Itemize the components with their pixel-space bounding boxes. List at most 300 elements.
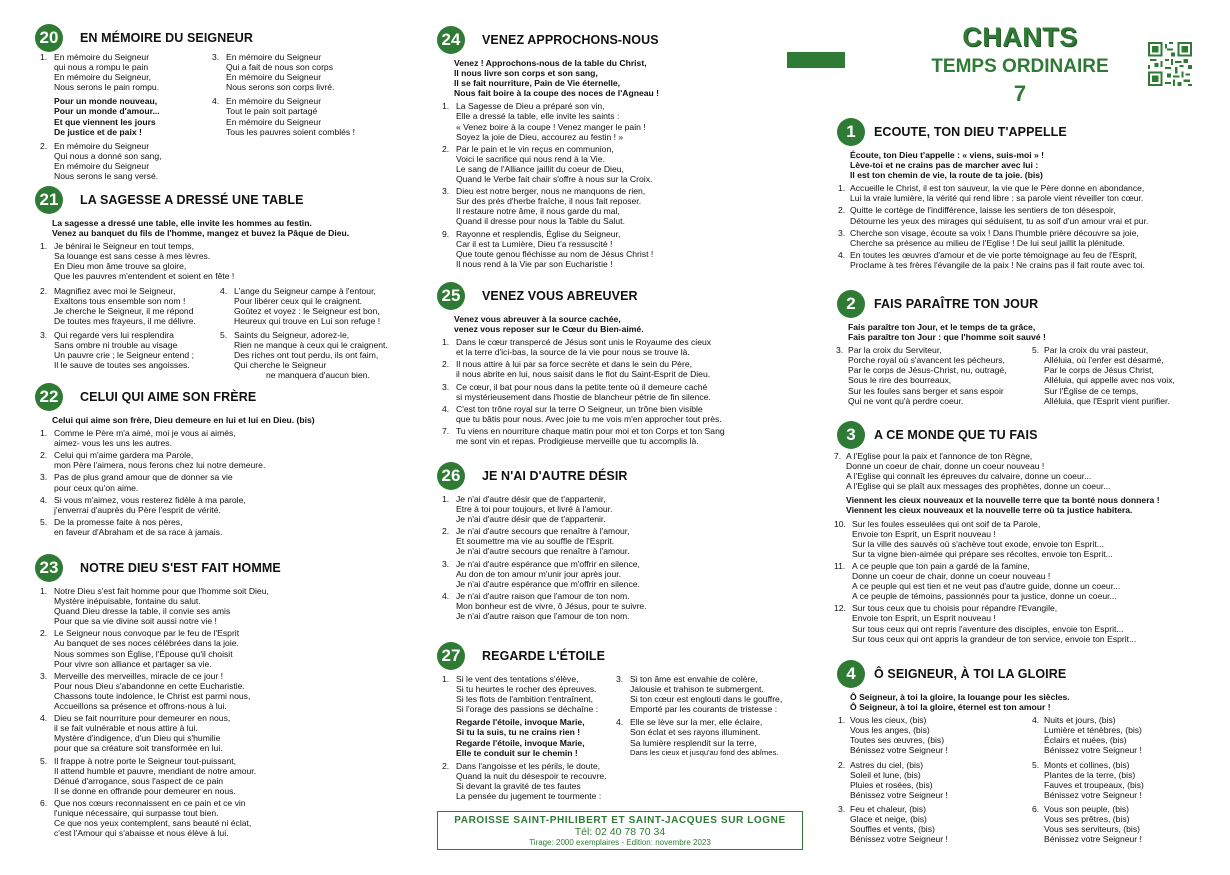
verse-line: Il nous attire à lui par sa force secrète et dans le sein du Père, bbox=[456, 359, 692, 370]
verse-line: Celui qui m'aime gardera ma Parole, bbox=[54, 450, 194, 461]
verse-line: Nous serons le pain rompu. bbox=[54, 82, 160, 93]
song-number-badge: 1 bbox=[837, 118, 865, 146]
verse-line: De la promesse faite à nos pères, bbox=[54, 516, 183, 527]
verse-line: Que toute genou fléchisse au nom de Jésus Christ ! bbox=[456, 248, 654, 259]
verse-line: Au don de ton amour m'unir jour après jour. bbox=[456, 568, 622, 579]
verse-line: si mystérieusement dans l'hostie de blancheur pétrie de fin silence. bbox=[456, 391, 711, 402]
verse-line: Alléluia, qui appelle avec nos voix, bbox=[1044, 375, 1175, 386]
verse bbox=[432, 359, 822, 379]
verse-line: Qui ne vont qu'à perdre coeur. bbox=[848, 395, 964, 406]
verse-line: Elle a dressé la table, elle invite les saints : bbox=[456, 111, 620, 122]
song-title: EN MÉMOIRE DU SEIGNEUR bbox=[80, 31, 254, 45]
verse-line: Que les pauvres m'entendent et soient en fête ! bbox=[54, 271, 235, 282]
verse-number: 3. bbox=[40, 329, 48, 340]
verse-line: Porche royal où s'avancent les pécheurs, bbox=[848, 355, 1005, 366]
verse-number: 3. bbox=[616, 674, 624, 684]
verse-line: Bénissez votre Seigneur ! bbox=[850, 789, 948, 800]
refrain-line: La sagesse a dressé une table, elle invite les hommes au festin. bbox=[52, 218, 312, 228]
verse-line: Je n'ai d'autre raison que l'amour de ton nom. bbox=[456, 590, 630, 601]
verse-line: Soyez la joie de Dieu, accourez au festin ! » bbox=[456, 131, 624, 142]
print-info: Tirage: 2000 exemplaires - Edition: novembre 2023 bbox=[529, 838, 711, 847]
verse-line: Sa lumière resplendit sur la terre, bbox=[630, 737, 757, 748]
verse-number: 7. bbox=[442, 425, 450, 436]
refrain-line: Et que viennent les jours bbox=[54, 116, 156, 127]
verse-line: c'est l'Amour qui s'abaisse et nous élève à lui. bbox=[54, 828, 229, 839]
verse-line: Sur les foules sans berger et sans espoir bbox=[848, 385, 1004, 396]
verse-number: 2. bbox=[442, 143, 450, 154]
song-number-badge: 21 bbox=[35, 186, 63, 214]
verse-number: 5. bbox=[40, 755, 48, 766]
refrain-line: Si tu la suis, tu ne crains rien ! bbox=[456, 727, 581, 738]
verse bbox=[832, 760, 1022, 800]
song-header bbox=[832, 290, 1214, 320]
verse-line: Elle se lève sur la mer, elle éclaire, bbox=[630, 717, 763, 728]
verse-line: me sont vin et repas. Prodigieuse merveille que tu accomplis là. bbox=[456, 436, 699, 447]
verses-block bbox=[30, 586, 418, 838]
song-4 bbox=[832, 660, 1214, 850]
song-1 bbox=[832, 118, 1214, 272]
verse-line: Jalousie et trahison te submergent. bbox=[630, 684, 764, 695]
verse-line: Vous ses prêtres, (bis) bbox=[1044, 814, 1130, 825]
verse-line: Ce cœur, il bat pour nous dans la petite tente où il demeure caché bbox=[456, 381, 708, 392]
verse-line: Sur tous ceux qui ont repris l'aventure des disciples, envoie ton Esprit... bbox=[852, 623, 1124, 634]
song-header bbox=[432, 282, 822, 312]
verse bbox=[30, 428, 418, 448]
verse-line: Sans ombre ni trouble au visage bbox=[54, 340, 178, 351]
verse-line: Goûtez et voyez : le Seigneur est bon, bbox=[234, 305, 380, 316]
song-24 bbox=[432, 26, 822, 271]
verse-line: Astres du ciel, (bis) bbox=[850, 759, 924, 770]
verse-line: Cherche son visage, écoute sa voix ! Dans l'humble prière découvre sa joie, bbox=[850, 227, 1139, 238]
verse-line: La pensée du jugement te tourmente : bbox=[456, 791, 602, 802]
song-26 bbox=[432, 462, 822, 623]
verse bbox=[30, 586, 418, 626]
verse-line: Pour vivre son alliance et partager sa vie. bbox=[54, 658, 212, 669]
verse-line: Un pauvre crie ; le Seigneur entend ; bbox=[54, 350, 194, 361]
song-title: CELUI QUI AIME SON FRÈRE bbox=[80, 390, 257, 404]
verse-number: 1. bbox=[40, 52, 48, 62]
verse-line: Car il est ta Lumière, Dieu t'a ressuscité ! bbox=[456, 238, 613, 249]
verse-line: Bénissez votre Seigneur ! bbox=[1044, 834, 1142, 845]
verse-line: Et soumettre ma vie au souffle de l'Esprit. bbox=[456, 536, 615, 547]
page-subtitle: TEMPS ORDINAIRE bbox=[931, 56, 1109, 77]
verse-line: Sur la ville des sauvés où s'achève tout exode, envoie ton Esprit... bbox=[852, 538, 1104, 549]
verse bbox=[432, 186, 822, 226]
song-23 bbox=[30, 554, 418, 840]
song-number-badge: 4 bbox=[837, 660, 865, 688]
verse-line: Sur les foules esseulées qui ont soif de ta Parole, bbox=[852, 518, 1041, 529]
verse-number: 5. bbox=[1032, 759, 1040, 770]
verse-line: Feu et chaleur, (bis) bbox=[850, 803, 926, 814]
verse-line: De toutes mes frayeurs, il me délivre. bbox=[54, 315, 196, 326]
verse-line: En mémoire du Seigneur bbox=[54, 52, 150, 62]
verse bbox=[1026, 760, 1214, 800]
verse-line: Je n'ai d'autre désir que de t'appartenir, bbox=[456, 494, 606, 504]
verse-line: Glace et neige, (bis) bbox=[850, 814, 927, 825]
verse-line: Je bénirai le Seigneur en tout temps, bbox=[54, 241, 194, 252]
verse-line: Tous les pauvres soient comblés ! bbox=[226, 126, 355, 137]
verse-line: Son éclat et ses rayons illuminent. bbox=[630, 727, 761, 738]
verse bbox=[30, 671, 418, 711]
song-title: JE N'AI D'AUTRE DÉSIR bbox=[482, 469, 628, 483]
parish-name: PAROISSE SAINT-PHILIBERT ET SAINT-JACQUES SUR LOGNE bbox=[454, 815, 786, 826]
verse-line: Saints du Seigneur, adorez-le, bbox=[234, 329, 350, 340]
verse-line: Si ton cœur est englouti dans le gouffre, bbox=[630, 694, 783, 705]
verse-number: 1. bbox=[838, 183, 846, 194]
verse-line: Par la croix du vrai pasteur, bbox=[1044, 345, 1149, 356]
verse-line: Si l'orage des passions se déchaîne : bbox=[456, 704, 599, 715]
verse-line: Etre à toi pour toujours, et livré à l'amour. bbox=[456, 504, 613, 515]
parish-phone: Tél: 02 40 78 70 34 bbox=[574, 826, 666, 838]
refrain bbox=[432, 314, 822, 334]
verses-block bbox=[832, 715, 1214, 850]
song-header bbox=[30, 383, 418, 413]
song-22 bbox=[30, 383, 418, 539]
verse-line: En mémoire du Seigneur bbox=[226, 52, 322, 62]
verse-line: il se fait vulnérable et nous attire à lui. bbox=[54, 723, 198, 734]
verse bbox=[30, 141, 210, 181]
refrain-line: Pour un monde nouveau, bbox=[54, 96, 158, 107]
verse-line: Éclairs et nuées, (bis) bbox=[1044, 735, 1127, 746]
verse-line: A l'Eglise pour la paix et l'annonce de ton Règne, bbox=[846, 451, 1033, 461]
verse-number: 2. bbox=[40, 140, 48, 151]
verse-line: j'enverrai d'auprès du Père l'esprit de vérité. bbox=[54, 504, 221, 515]
song-number-badge: 25 bbox=[437, 282, 465, 310]
verses-block bbox=[432, 674, 822, 809]
refrain bbox=[832, 322, 1214, 342]
verse bbox=[832, 183, 1214, 203]
refrain bbox=[832, 150, 1214, 180]
verse-line: Nous serons le sang versé. bbox=[54, 171, 159, 182]
verse-line: Que nos cœurs reconnaissent en ce pain et ce vin bbox=[54, 797, 246, 808]
verse-number: 3. bbox=[442, 186, 450, 197]
verse-number: 5. bbox=[40, 516, 48, 527]
verse-line: Sur tous ceux qui ont appris la grandeur de ton service, envoie ton Esprit... bbox=[852, 633, 1137, 644]
song-2 bbox=[832, 290, 1214, 409]
refrain-line: Celui qui aime son frère, Dieu demeure en lui et lui en Dieu. (bis) bbox=[52, 415, 315, 425]
verse-line: Mon bonheur est de vivre, ô Jésus, pour te suivre. bbox=[456, 600, 647, 611]
verse-line: Monts et collines, (bis) bbox=[1044, 759, 1130, 770]
refrain bbox=[30, 96, 210, 136]
verse-number: 3. bbox=[838, 803, 846, 814]
verses-block bbox=[30, 428, 418, 537]
verse-line: Accueille le Christ, il est ton sauveur, la vie que le Père donne en abondance, bbox=[850, 183, 1145, 194]
verse-line: Voici le sacrifice qui nous rend à la Vie. bbox=[456, 153, 605, 164]
verse bbox=[832, 603, 1214, 643]
verse-line: Par le pain et le vin reçus en communion, bbox=[456, 143, 614, 154]
verse-line: Bénissez votre Seigneur ! bbox=[850, 745, 948, 756]
verse-line: qui nous a rompu le pain bbox=[54, 62, 149, 73]
refrain-line: Viennent les cieux nouveaux et la nouvelle terre que ta bonté nous donnera ! bbox=[846, 495, 1160, 506]
song-title: VENEZ APPROCHONS-NOUS bbox=[482, 33, 659, 47]
verse-line: Donne un coeur de chair, donne un coeur nouveau ! bbox=[846, 461, 1045, 472]
verse-line: Dénué d'arrogance, sous l'aspect de ce pain bbox=[54, 775, 224, 786]
verse-line: Lumière et ténèbres, (bis) bbox=[1044, 725, 1142, 736]
verse-line: En mémoire du Seigneur bbox=[226, 72, 322, 83]
verse-number: 10. bbox=[834, 518, 846, 529]
verse-line: Sur tous ceux que tu choisis pour répandre l'Evangile, bbox=[852, 603, 1058, 614]
verse-line: ne manquera d'aucun bien. bbox=[266, 370, 370, 381]
verse-number: 2. bbox=[40, 285, 48, 296]
verse-line: Au banquet de ses noces célébrées dans la joie. bbox=[54, 638, 239, 649]
verse-number: 2. bbox=[442, 760, 450, 771]
song-number-badge: 23 bbox=[35, 554, 63, 582]
verse-number: 2. bbox=[442, 359, 450, 370]
verse bbox=[1026, 715, 1214, 755]
column-right bbox=[832, 0, 1214, 875]
song-20 bbox=[30, 24, 418, 182]
verse bbox=[432, 382, 822, 402]
verse bbox=[30, 286, 210, 326]
verse bbox=[432, 591, 822, 621]
verse-number: 4. bbox=[838, 249, 846, 260]
verse-number: 4. bbox=[1032, 715, 1040, 726]
verse-number: 3. bbox=[442, 381, 450, 392]
verse-number: 5. bbox=[220, 329, 228, 340]
verse-line: Je n'ai d'autre désir que de t'appartenir. bbox=[456, 514, 606, 525]
song-number-badge: 20 bbox=[35, 24, 63, 52]
refrain-line: Fais paraître ton Jour, et le temps de ta grâce, bbox=[848, 322, 1036, 332]
verse-line: A l'Eglise qui se plaît aux messages des prophètes, donne un coeur... bbox=[846, 481, 1111, 492]
song-number-badge: 3 bbox=[837, 421, 865, 449]
verse bbox=[606, 674, 820, 714]
verse-line: Pas de plus grand amour que de donner sa vie bbox=[54, 472, 233, 483]
column-middle bbox=[432, 0, 822, 875]
verse-line: Nous sommes son Église, l'Épouse qu'il choisit bbox=[54, 648, 233, 659]
verses-block bbox=[432, 337, 822, 446]
refrain-line: Regarde l'étoile, invoque Marie, bbox=[456, 717, 585, 728]
refrain-line: Nous fait boire à la coupe des noces de l'Agneau ! bbox=[454, 88, 659, 99]
verse-number: 2. bbox=[40, 628, 48, 639]
refrain-line: Regarde l'étoile, invoque Marie, bbox=[456, 737, 585, 748]
verse-line: Quand le Verbe fait chair s'offre à nous sur la Croix. bbox=[456, 174, 653, 185]
song-number-badge: 22 bbox=[35, 383, 63, 411]
verse-line: Exaltons tous ensemble son nom ! bbox=[54, 295, 186, 306]
verse-line: Je n'ai d'autre secours que renaître à l'amour. bbox=[456, 546, 630, 557]
verse-number: 9. bbox=[442, 228, 450, 239]
verse bbox=[832, 519, 1214, 559]
refrain-line: Venez ! Approchons-nous de la table du Christ, bbox=[454, 58, 647, 68]
verse-number: 6. bbox=[40, 797, 48, 808]
verse-line: En mémoire du Seigneur bbox=[226, 116, 322, 127]
verse-line: Pour que sa vie divine soit aussi notre vie ! bbox=[54, 616, 217, 627]
refrain-line: Il se fait nourriture, Pain de Vie éternelle, bbox=[454, 78, 621, 89]
refrain-line: Viennent les cieux nouveaux et la nouvelle terre où ta justice habitera. bbox=[846, 505, 1133, 516]
verses-block bbox=[432, 494, 822, 621]
refrain-line: Ô Seigneur, à toi la gloire, la louange pour les siècles. bbox=[850, 692, 1070, 702]
song-27 bbox=[432, 642, 822, 809]
song-header bbox=[832, 660, 1214, 690]
verse-line: Quand il dresse pour nous la Table du Salut. bbox=[456, 216, 625, 227]
refrain bbox=[832, 692, 1214, 712]
verse-number: 1. bbox=[40, 241, 48, 252]
verse-line: Vous son peuple, (bis) bbox=[1044, 803, 1130, 814]
verse-line: Bénissez votre Seigneur ! bbox=[850, 834, 948, 845]
verse-number: 1. bbox=[442, 337, 450, 348]
verse-line: Sur l'Église de ce temps, bbox=[1044, 385, 1139, 396]
verse-line: Vous les anges, (bis) bbox=[850, 725, 930, 736]
refrain-line: Elle te conduit sur le chemin ! bbox=[456, 747, 578, 758]
song-header bbox=[832, 421, 1214, 451]
verse-number: 4. bbox=[220, 285, 228, 296]
verse-line: Dieu se fait nourriture pour demeurer en nous, bbox=[54, 713, 231, 724]
verse-line: Si vous m'aimez, vous resterez fidèle à ma parole, bbox=[54, 494, 246, 505]
verse-line: Bénissez votre Seigneur ! bbox=[1044, 745, 1142, 756]
verse-line: Si ton âme est envahie de colère, bbox=[630, 674, 758, 684]
verse bbox=[202, 96, 412, 136]
verse bbox=[432, 674, 617, 714]
verse-number: 12. bbox=[834, 603, 846, 614]
verse-line: Si le vent des tentations s'élève, bbox=[456, 674, 579, 684]
refrain bbox=[30, 415, 418, 425]
verse-line: Soleil et lune, (bis) bbox=[850, 769, 921, 780]
verse bbox=[432, 426, 822, 446]
song-title: Ô SEIGNEUR, À TOI LA GLOIRE bbox=[874, 667, 1067, 681]
verse-line: Qui nous a donné son sang, bbox=[54, 150, 162, 161]
verse-number: 4. bbox=[40, 494, 48, 505]
verses-block bbox=[432, 101, 822, 269]
verse-number: 4. bbox=[616, 717, 624, 728]
verse-line: A ce peuple que ton pain a gardé de la famine, bbox=[852, 560, 1030, 571]
song-title: LA SAGESSE A DRESSÉ UNE TABLE bbox=[80, 193, 304, 207]
verse-line: Mystère d'indigence, d'un Dieu qui s'humilie bbox=[54, 733, 221, 744]
verse bbox=[432, 404, 822, 424]
song-25 bbox=[432, 282, 822, 448]
verse-line: Je n'ai d'autre raison que l'amour de ton nom. bbox=[456, 611, 630, 622]
verse-line: Alléluia, que l'Esprit vient purifier. bbox=[1044, 395, 1170, 406]
verse-line: Fauves et troupeaux, (bis) bbox=[1044, 779, 1144, 790]
verse-line: Je n'ai d'autre espérance que m'offrir en silence, bbox=[456, 558, 640, 569]
verse bbox=[30, 713, 418, 753]
verse-line: Il le sauve de toutes ses angoisses. bbox=[54, 360, 190, 371]
song-number-badge: 27 bbox=[437, 642, 465, 670]
verse bbox=[30, 52, 210, 92]
verse bbox=[432, 526, 822, 556]
verse-number: 2. bbox=[442, 526, 450, 537]
verse-line: Dans les cieux et jusqu'au fond des abîmes. bbox=[630, 747, 779, 757]
verse-line: Par la croix du Serviteur, bbox=[848, 345, 942, 356]
verse-number: 3. bbox=[836, 345, 844, 356]
verse bbox=[432, 144, 822, 184]
verse-line: C'est ton trône royal sur la terre O Seigneur, un trône bien visible bbox=[456, 403, 703, 414]
song-header bbox=[432, 26, 822, 56]
verse bbox=[30, 330, 210, 370]
verse bbox=[432, 494, 822, 524]
verse-line: Chassons toute indolence, le Christ est parmi nous, bbox=[54, 690, 251, 701]
verse-line: Comme le Père m'a aimé, moi je vous ai aimés, bbox=[54, 428, 236, 439]
song-header bbox=[30, 186, 418, 216]
refrain bbox=[832, 495, 1214, 515]
verse-line: Si devant la gravité de tes fautes bbox=[456, 780, 581, 791]
song-number-badge: 26 bbox=[437, 462, 465, 490]
verse-line: Plantes de la terre, (bis) bbox=[1044, 769, 1136, 780]
verse-line: La Sagesse de Dieu a préparé son vin, bbox=[456, 101, 605, 112]
verse bbox=[832, 345, 1027, 406]
verse-line: Nous serons son corps livré. bbox=[226, 82, 335, 93]
verse bbox=[832, 804, 1022, 844]
page-title: CHANTS bbox=[962, 22, 1078, 52]
verse-line: Pluies et rosées, (bis) bbox=[850, 779, 933, 790]
verse-line: Dans le cœur transpercé de Jésus sont unis le Royaume des cieux bbox=[456, 337, 712, 348]
verse-number: 6. bbox=[1032, 803, 1040, 814]
verse-line: Qui regarde vers lui resplendira bbox=[54, 329, 174, 340]
verse-line: En mémoire du Seigneur, bbox=[54, 72, 151, 83]
verse bbox=[30, 798, 418, 838]
verse-line: Cherche sa présence au milieu de l'Eglise ! De lui seul jaillit la plénitude. bbox=[850, 237, 1125, 248]
verse-number: 3. bbox=[40, 472, 48, 483]
verse bbox=[832, 715, 1022, 755]
verse bbox=[30, 628, 418, 668]
verse-number: 3. bbox=[212, 52, 220, 62]
verse-line: « Venez boire à la coupe ! Venez manger le pain ! bbox=[456, 121, 646, 132]
verse-number: 3. bbox=[442, 558, 450, 569]
verse-line: En mémoire du Seigneur bbox=[226, 96, 322, 107]
verse-line: Heureux qui trouve en Lui son refuge ! bbox=[234, 315, 381, 326]
verse-number: 3. bbox=[40, 670, 48, 681]
verse-line: A ce peuple qui est tien et ne veut pas d'autre guide, donne un coeur... bbox=[852, 581, 1121, 592]
verse bbox=[832, 250, 1214, 270]
verse-line: Toutes ses œuvres, (bis) bbox=[850, 735, 945, 746]
verse bbox=[202, 52, 412, 92]
verse bbox=[1026, 804, 1214, 844]
sheet-number: 7 bbox=[1013, 81, 1027, 106]
verse-line: En mémoire du Seigneur bbox=[54, 160, 150, 171]
verse bbox=[432, 229, 822, 269]
verses-block bbox=[832, 451, 1214, 644]
verse-line: Emporté par les courants de tristesse : bbox=[630, 704, 778, 715]
verse-line: L'ange du Seigneur campe à l'entour, bbox=[234, 285, 376, 296]
song-header bbox=[30, 24, 418, 54]
verse-line: A ce peuple de témoins, passionnés pour ta justice, donne un coeur... bbox=[852, 591, 1117, 602]
verse-number: 2. bbox=[838, 205, 846, 216]
refrain-line: venez vous reposer sur le Cœur du Bien-aimé. bbox=[454, 324, 644, 335]
verse-line: En Dieu mon âme trouve sa gloire, bbox=[54, 261, 187, 272]
verse-line: Je cherche le Seigneur, il me répond bbox=[54, 305, 194, 316]
verse bbox=[210, 330, 415, 380]
verse-line: Quitte le cortège de l'indifférence, laisse les sentiers de ton désespoir, bbox=[850, 205, 1116, 216]
refrain-line: Lève-toi et ne crains pas de marcher avec lui : bbox=[850, 160, 1039, 171]
verse-line: Envoie ton Esprit, un Esprit nouveau ! bbox=[852, 528, 996, 539]
song-21 bbox=[30, 186, 418, 382]
verse-number: 4. bbox=[442, 590, 450, 601]
verse-number: 11. bbox=[834, 560, 846, 571]
verse-line: Je n'ai d'autre secours que renaître à l'amour, bbox=[456, 526, 630, 537]
verse-number: 4. bbox=[442, 403, 450, 414]
verse-line: et la terre d'ici-bas, la source de la vie pour nous se trouve là. bbox=[456, 347, 690, 358]
verse-line: Rayonne et resplendis, Église du Seigneur, bbox=[456, 228, 621, 239]
refrain-line: Il nous livre son corps et son sang, bbox=[454, 68, 598, 79]
verse bbox=[432, 559, 822, 589]
verse-line: Merveille des merveilles, miracle de ce jour ! bbox=[54, 670, 224, 681]
verse-line: Détourne les yeux des mirages qui séduisent, tu as soif d'un amour vrai et pur. bbox=[850, 215, 1149, 226]
refrain-line: Écoute, ton Dieu t'appelle : « viens, suis-moi » ! bbox=[850, 150, 1045, 160]
verse-number: 5. bbox=[1032, 345, 1040, 356]
song-number-badge: 2 bbox=[837, 290, 865, 318]
verse-line: Tout le pain soit partagé bbox=[226, 106, 318, 117]
verse-line: Mystère inépuisable, fontaine du salut. bbox=[54, 596, 201, 607]
verse-line: Accueillons sa présence et offrons-nous à lui. bbox=[54, 701, 227, 712]
verse-line: Il nous rend à la Vie par son Eucharistie ! bbox=[456, 258, 613, 269]
verse bbox=[210, 286, 415, 326]
refrain-line: Ô Seigneur, à toi la gloire, éternel est ton amour ! bbox=[850, 702, 1051, 713]
verse-number: 4. bbox=[40, 713, 48, 724]
verse-line: Quand la nuit du désespoir te recouvre. bbox=[456, 770, 607, 781]
refrain bbox=[432, 58, 822, 98]
verse-line: Proclame à tes frères l'évangile de la paix ! Ne crains pas il fait route avec toi. bbox=[850, 259, 1145, 270]
verse-number: 1. bbox=[442, 101, 450, 112]
verse-line: Vous ses serviteurs, (bis) bbox=[1044, 824, 1140, 835]
verse-line: il nous abrite en lui, nous saisit dans le flot du Saint-Esprit de Dieu. bbox=[456, 369, 711, 380]
